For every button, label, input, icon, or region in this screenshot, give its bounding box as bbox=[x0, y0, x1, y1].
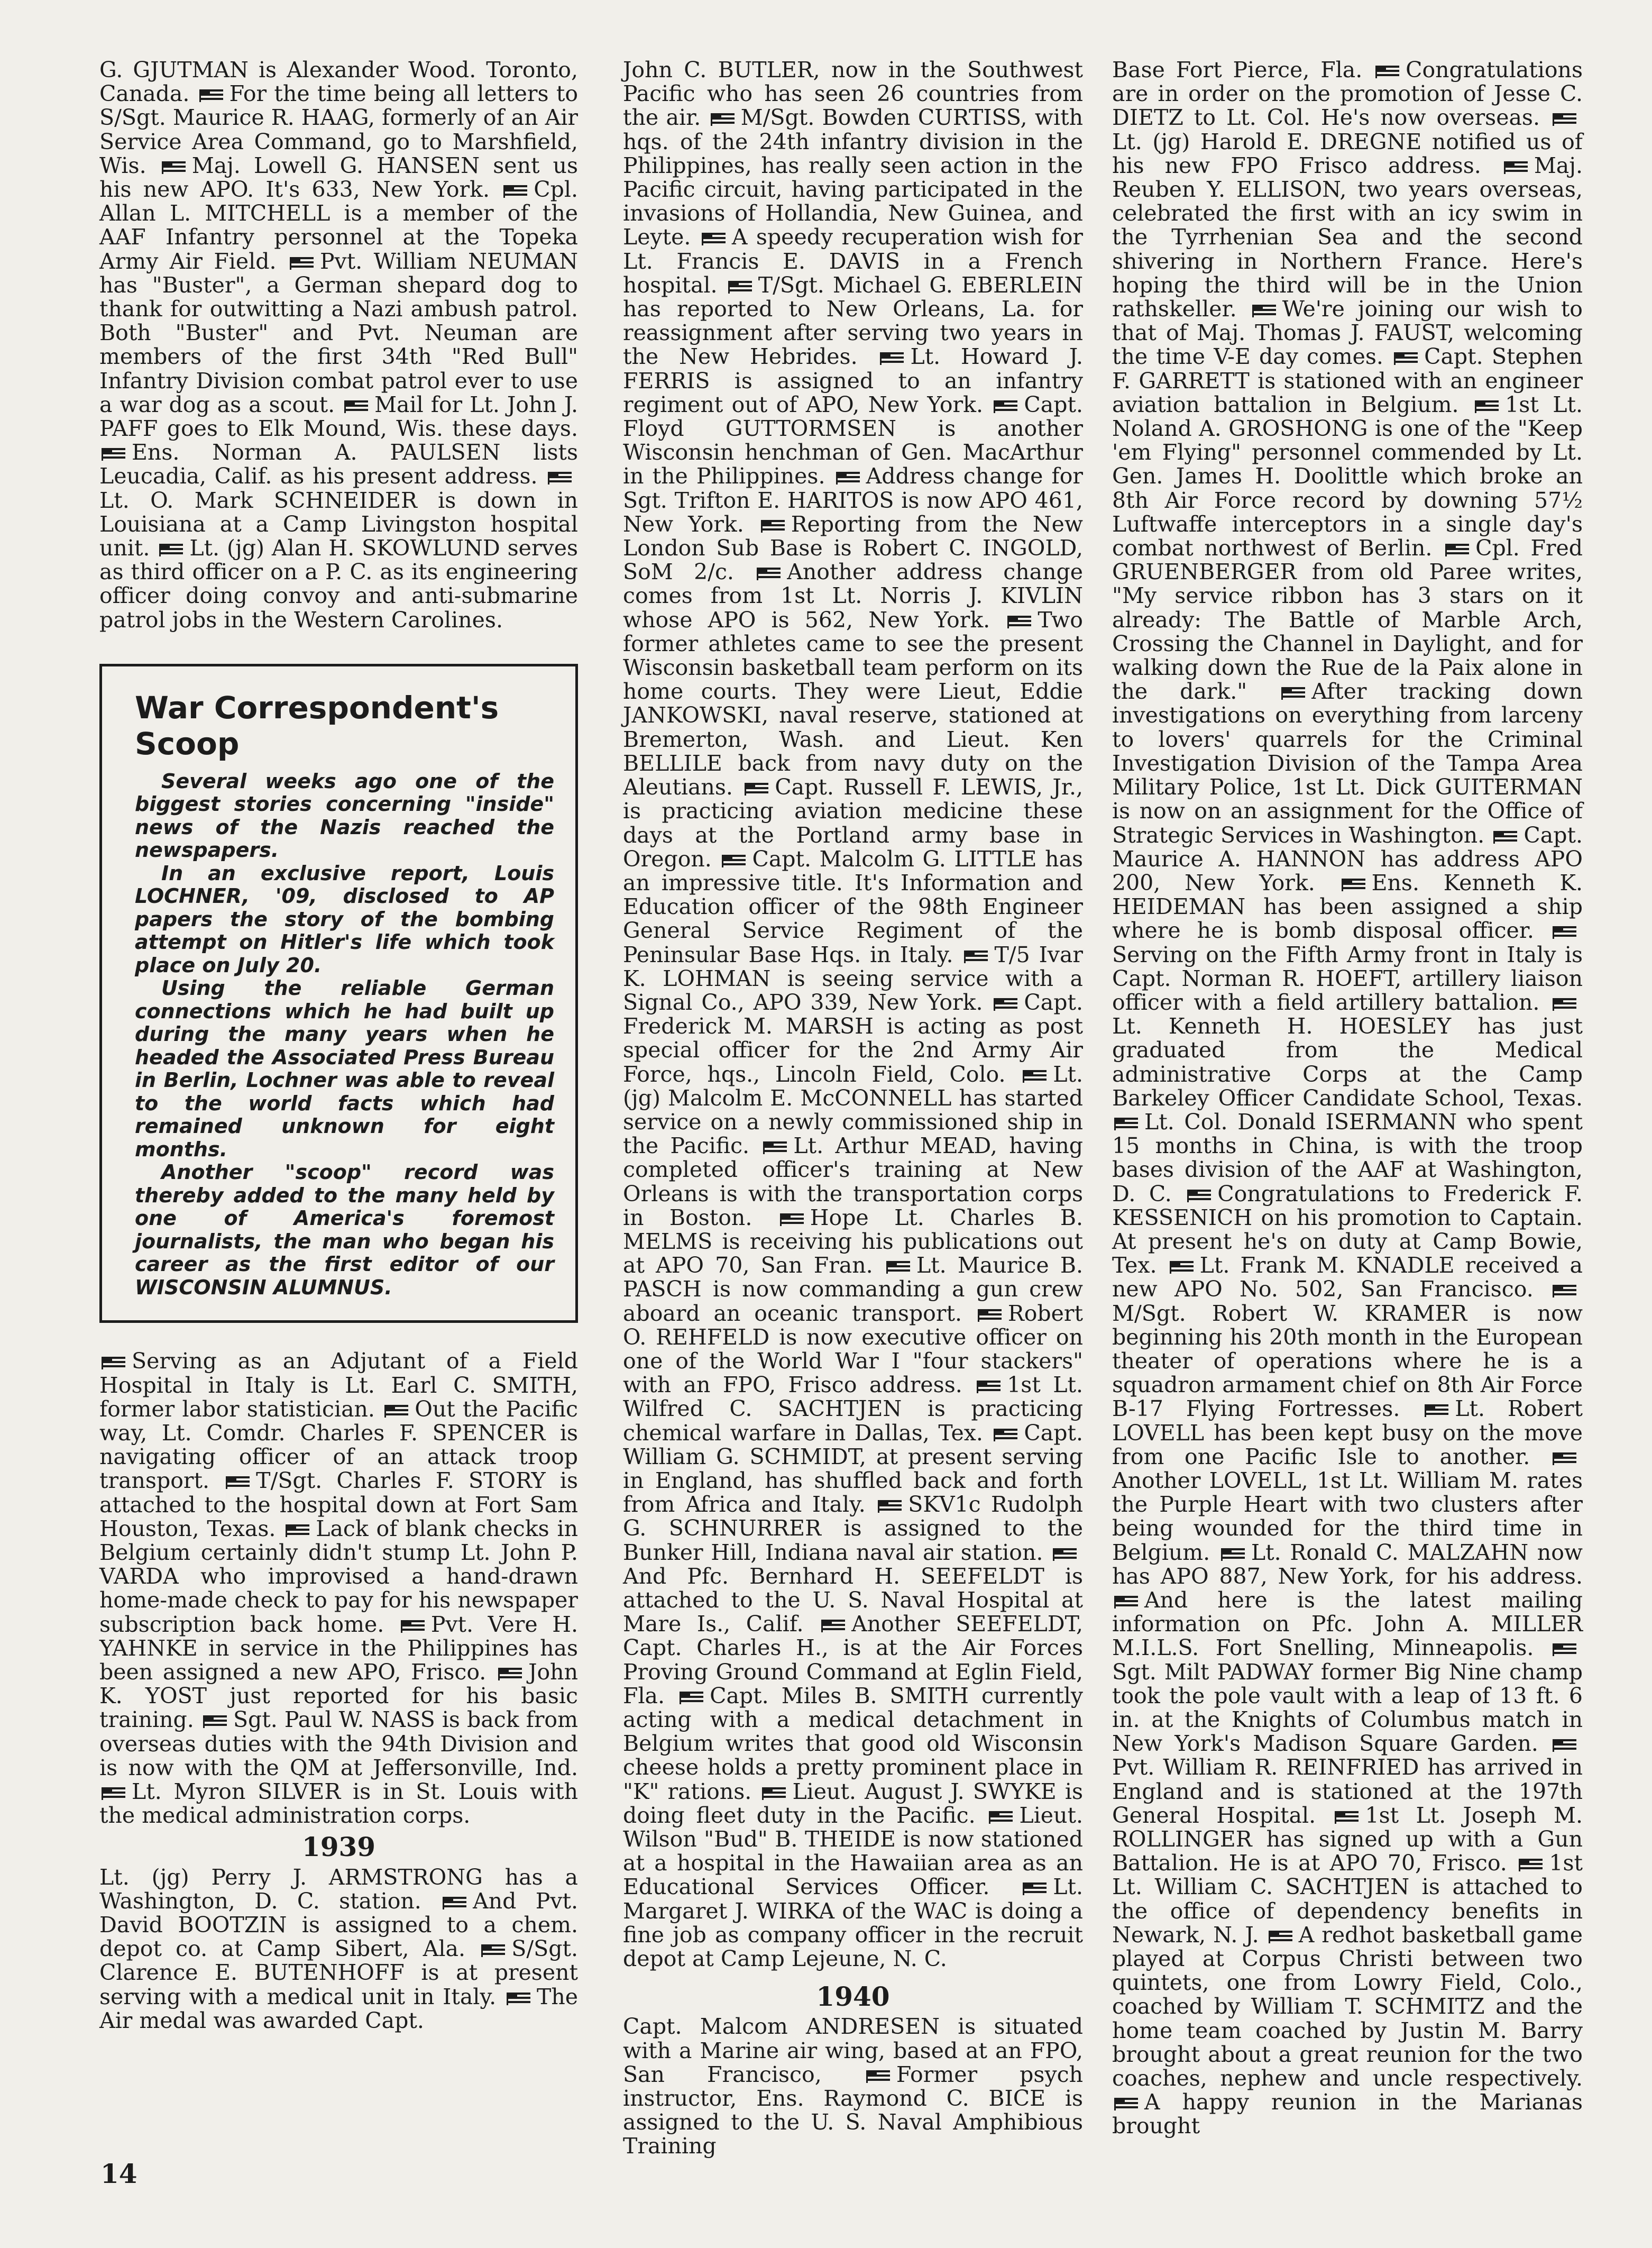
flag-icon bbox=[994, 998, 1017, 1011]
flag-icon bbox=[722, 855, 746, 867]
flag-icon bbox=[203, 1715, 227, 1728]
flag-icon bbox=[978, 1309, 1002, 1322]
flag-icon bbox=[1553, 1452, 1576, 1465]
flag-icon bbox=[763, 1141, 787, 1154]
flag-icon bbox=[290, 257, 314, 270]
box-paragraph: Using the reliable German connections which he had built up during the many years when he headed the Associated Press Bureau in Berlin, Lochner was able to reveal to the world facts which had remained unknown for eight months. bbox=[135, 976, 554, 1161]
box-paragraph: Another "scoop" record was thereby added to the many held by one of America's foremost journalists, the man who began his career as the first editor of our WISCONSIN ALUMNUS. bbox=[135, 1160, 554, 1299]
flag-icon bbox=[481, 1944, 505, 1957]
flag-icon bbox=[702, 233, 726, 245]
column-1-bottom-text: Serving as an Adjutant of a Field Hospital in Italy is Lt. Earl C. SMITH, former labor statistician. Out the Pacific way, Lt. Comdr. Charles F. SPENCER is navigating officer of an attack troop transport. T/Sgt. Charles F. STORY is attached to the hospital down at Fort Sam Houston, Texas. Lack of blank checks in Belgium certainly didn't stump Lt. John P. VARDA who improvised a hand-drawn home-made check to pay for his newspaper subscription back home. Pvt. Vere H. YAHNKE in service in the Philippines has been assigned a new APO, Frisco. John K. YOST just reported for his basic training. Sgt. Paul W. NASS is back from overseas duties with the 94th Division and is now with the QM at Jeffersonville, Ind. Lt. Myron SILVER is in St. Louis with the medical administration corps. bbox=[99, 1348, 578, 1829]
box-paragraph: In an exclusive report, Louis LOCHNER, '09, disclosed to AP papers the story of the bombing attempt on Hitler's life which took place on July 20. bbox=[135, 861, 554, 977]
box-paragraph: Several weeks ago one of the biggest stories concerning "inside" news of the Nazis reached the newspapers. bbox=[135, 769, 554, 862]
text-1940: Capt. Malcom ANDRESEN is situated with a Marine air wing, based at an FPO, San Francisco, Former psych instructor, Ens. Raymond C. BICE is assigned to the U. S. Naval Amphibious Training bbox=[623, 2014, 1083, 2159]
flag-icon bbox=[162, 161, 186, 174]
flag-icon bbox=[711, 113, 735, 126]
flag-icon bbox=[1114, 2098, 1138, 2110]
flag-icon bbox=[1553, 926, 1576, 939]
flag-icon bbox=[1375, 66, 1399, 78]
flag-icon bbox=[977, 1381, 1001, 1393]
flag-icon bbox=[102, 448, 125, 461]
flag-icon bbox=[1114, 1596, 1138, 1609]
flag-icon bbox=[880, 352, 904, 365]
flag-icon bbox=[836, 472, 860, 485]
flag-icon bbox=[762, 1787, 786, 1800]
sidebar-box bbox=[99, 664, 578, 1323]
flag-icon bbox=[680, 1692, 703, 1704]
flag-icon bbox=[821, 1620, 845, 1632]
year-heading-1939: 1939 bbox=[301, 1831, 376, 1863]
flag-icon bbox=[507, 1993, 530, 2005]
flag-icon bbox=[1269, 1931, 1292, 1943]
year-heading-1940: 1940 bbox=[816, 1981, 890, 2013]
flag-icon bbox=[1553, 1285, 1576, 1297]
column-3-text: Base Fort Pierce, Fla. Congratulations are in order on the promotion of Jesse C. DIETZ to Lt. Col. He's now overseas. Lt. (jg) Harold E. DREGNE notified us of his new FPO Frisco address. Maj. Reuben Y. ELLISON, two years overseas, celebrated the first with an icy swim in the Tyrrhenian Sea and the second shivering in Northern France. Here's hoping the third will be in the Union rathskeller. We're joining our wish to that of Maj. Thomas J. FAUST, welcoming the time V-E day comes. Capt. Stephen F. GARRETT is stationed with an engineer aviation battalion in Belgium. 1st Lt. Noland A. GROSHONG is one of the "Keep 'em Flying" personnel commended by Lt. Gen. James H. Doolittle which broke an 8th Air Force record by downing 57½ Luftwaffe interceptors in a single day's combat northwest of Berlin. Cpl. Fred GRUENBERGER from old Paree writes, "My service ribbon has 3 stars on it already: The Battle of Marble Arch, Crossing the Channel in Daylight, and for walking down the Rue de la Paix alone in the dark." After tracking down investigations on everything from larceny to lovers' quarrels for the Criminal Investigation Division of the Tampa Area Military Police, 1st Lt. Dick GUITERMAN is now on an assignment for the Office of Strategic Services in Washington. Capt. Maurice A. HANNON has address APO 200, New York. Ens. Kenneth K. HEIDEMAN has been assigned a ship where he is bomb disposal officer. Serving on the Fifth Army front in Italy is Capt. Norman R. HOEFT, artillery liaison officer with a field artillery battalion. Lt. Kenneth H. HOESLEY has just graduated from the Medical administrative Corps at the Camp Barkeley Officer Candidate School, Texas. Lt. Col. Donald ISERMANN who spent 15 months in China, is with the troop bases division of the AAF at Washington, D. C. Congratulations to Frederick F. KESSENICH on his promotion to Captain. At present he's on duty at Camp Bowie, Tex. Lt. Frank M. KNADLE received a new APO No. 502, San Francisco. M/Sgt. Robert W. KRAMER is now beginning his 20th month in the European theater of operations where he is a squadron armament chief on 8th Air Force B-17 Flying Fortresses. Lt. Robert LOVELL has been kept busy on the move from one Pacific Isle to another. Another LOVELL, 1st Lt. William M. rates the Purple Heart with two clusters after being wounded for the third time in Belgium. Lt. Ronald C. MALZAHN now has APO 887, New York, for his address. And here is the latest mailing information on Pfc. John A. MILLER M.I.L.S. Fort Snelling, Minneapolis. Sgt. Milt PADWAY former Big Nine champ took the pole vault with a leap of 13 ft. 6 in. at the Knights of Columbus match in New York's Madison Square Garden. Pvt. William R. REINFRIED has arrived in England and is stationed at the 197th General Hospital. 1st Lt. Joseph M. ROLLINGER has signed up with a Gun Battalion. He is at APO 70, Frisco. 1st Lt. William C. SACHTJEN is attached to the office of dependency benefits in Newark, N. J. A redhot basketball game played at Corpus Christi between two quintets, one from Lowry Field, Colo., coached by William T. SCHMITZ and the home team coached by Justin M. Barry brought about a great reunion for the two coaches, nephew and uncle respectively. A happy reunion in the Marianas brought bbox=[1112, 57, 1583, 2139]
flag-icon bbox=[102, 1787, 125, 1800]
flag-icon bbox=[780, 1213, 804, 1226]
flag-icon bbox=[498, 1668, 522, 1680]
flag-icon bbox=[1114, 1118, 1138, 1130]
flag-icon bbox=[1394, 352, 1418, 365]
flag-icon bbox=[286, 1524, 309, 1537]
flag-icon bbox=[1187, 1190, 1211, 1202]
flag-icon bbox=[994, 400, 1017, 413]
flag-icon bbox=[102, 1357, 125, 1369]
flag-icon bbox=[866, 2070, 890, 2083]
flag-icon bbox=[886, 1261, 910, 1274]
flag-icon bbox=[994, 1429, 1017, 1441]
flag-icon bbox=[1335, 1811, 1359, 1824]
flag-icon bbox=[1425, 1404, 1448, 1417]
flag-icon bbox=[503, 185, 527, 198]
flag-icon bbox=[1342, 879, 1365, 891]
flag-icon bbox=[1053, 1548, 1077, 1561]
flag-icon bbox=[1504, 161, 1528, 174]
flag-icon bbox=[1493, 831, 1517, 844]
column-2 bbox=[623, 58, 1083, 2159]
flag-icon bbox=[159, 544, 183, 556]
flag-icon bbox=[989, 1811, 1013, 1824]
flag-icon bbox=[1023, 1883, 1047, 1895]
flag-icon bbox=[1445, 544, 1469, 556]
flag-icon bbox=[1553, 998, 1576, 1011]
flag-icon bbox=[1553, 1643, 1576, 1656]
column-1-top-text: G. GJUTMAN is Alexander Wood. Toronto, Canada. For the time being all letters to S/Sgt. Maurice R. HAAG, formerly of an Air Service Area Command, go to Marshfield, Wis. Maj. Lowell G. HANSEN sent us his new APO. It's 633, New York. Cpl. Allan L. MITCHELL is a member of the AAF Infantry personnel at the Topeka Army Air Field. Pvt. William NEUMAN has "Buster", a German shepard dog to thank for outwitting a Nazi ambush patrol. Both "Buster" and Pvt. Neuman are members of the first 34th "Red Bull" Infantry Division combat patrol ever to use a war dog as a scout. Mail for Lt. John J. PAFF goes to Elk Mound, Wis. these days. Ens. Norman A. PAULSEN lists Leucadia, Calif. as his present address. Lt. O. Mark SCHNEIDER is down in Louisiana at a Camp Livingston hospital unit. Lt. (jg) Alan H. SKOWLUND serves as third officer on a P. C. as its engineering officer doing convoy and anti-submarine patrol jobs in the Western Carolines. bbox=[99, 57, 579, 633]
flag-icon bbox=[1252, 305, 1276, 317]
column-2-text: John C. BUTLER, now in the Southwest Pacific who has seen 26 countries from the air. M/Sgt. Bowden CURTISS, with hqs. of the 24th infantry division in the Philippines, has really seen action in the Pacific circuit, having participated in the invasions of Hollandia, New Guinea, and Leyte. A speedy recuperation wish for Lt. Francis E. DAVIS in a French hospital. T/Sgt. Michael G. EBERLEIN has reported to New Orleans, La. for reassignment after serving two years in the New Hebrides. Lt. Howard J. FERRIS is assigned to an infantry regiment out of APO, New York. Capt. Floyd GUTTORMSEN is another Wisconsin henchman of Gen. MacArthur in the Philippines. Address change for Sgt. Trifton E. HARITOS is now APO 461, New York. Reporting from the New London Sub Base is Robert C. INGOLD, SoM 2/c. Another address change comes from 1st Lt. Norris J. KIVLIN whose APO is 562, New York. Two former athletes came to see the present Wisconsin basketball team perform on its home courts. They were Lieut, Eddie JANKOWSKI, naval reserve, stationed at Bremerton, Wash. and Lieut. Ken BELLILE back from navy duty on the Aleutians. Capt. Russell F. LEWIS, Jr., is practicing aviation medicine these days at the Portland army base in Oregon. Capt. Malcolm G. LITTLE has an impressive title. It's Information and Education officer of the 98th Engineer General Service Regiment of the Peninsular Base Hqs. in Italy. T/5 Ivar K. LOHMAN is seeing service with a Signal Co., APO 339, New York. Capt. Frederick M. MARSH is acting as post special officer for the 2nd Army Air Force, hqs., Lincoln Field, Colo. Lt. (jg) Malcolm E. McCONNELL has started service on a newly commissioned ship in the Pacific. Lt. Arthur MEAD, having completed officer's training at New Orleans is with the transportation corps in Boston. Hope Lt. Charles B. MELMS is receiving his publications out at APO 70, San Fran. Lt. Maurice B. PASCH is now commanding a gun crew aboard an oceanic transport. Robert O. REHFELD is now executive officer on one of the World War I "four stackers" with an FPO, Frisco address. 1st Lt. Wilfred C. SACHTJEN is practicing chemical warfare in Dallas, Tex. Capt. William G. SCHMIDT, at present serving in England, has shuffled back and forth from Africa and Italy. SKV1c Rudolph G. SCHNURRER is assigned to the Bunker Hill, Indiana naval air station. And Pfc. Bernhard H. SEEFELDT is attached to the U. S. Naval Hospital at Mare Is., Calif. Another SEEFELDT, Capt. Charles H., is at the Air Forces Proving Ground Command at Eglin Field, Fla. Capt. Miles B. SMITH currently acting with a medical detachment in Belgium writes that good old Wisconsin cheese holds a pretty prominent place in "K" rations. Lieut. August J. SWYKE is doing fleet duty in the Pacific. Lieut. Wilson "Bud" B. THEIDE is now stationed at a hospital in the Hawaiian area as an Educational Services Officer. Lt. Margaret J. WIRKA of the WAC is doing a fine job as company officer in the recruit depot at Camp Lejeune, N. C. bbox=[623, 57, 1084, 1972]
column-1 bbox=[99, 58, 578, 2033]
flag-icon bbox=[226, 1476, 250, 1489]
text-1939: Lt. (jg) Perry J. ARMSTRONG has a Washington, D. C. station. And Pvt. David BOOTZIN is assigned to a chem. depot co. at Camp Sibert, Ala. S/Sgt. Clarence E. BUTENHOFF is at present serving with a medical unit in Italy. The Air medal was awarded Capt. bbox=[99, 1864, 578, 2033]
column-3 bbox=[1112, 58, 1583, 2139]
flag-icon bbox=[878, 1500, 902, 1513]
flag-icon bbox=[964, 951, 988, 963]
flag-icon bbox=[1221, 1548, 1245, 1561]
box-title: War Correspondent's Scoop bbox=[135, 689, 499, 762]
flag-icon bbox=[344, 400, 368, 413]
flag-icon bbox=[384, 1405, 408, 1418]
flag-icon bbox=[745, 783, 768, 796]
flag-icon bbox=[1553, 113, 1576, 126]
flag-icon bbox=[1553, 1739, 1576, 1752]
flag-icon bbox=[443, 1897, 466, 1909]
flag-icon bbox=[1023, 1070, 1047, 1083]
flag-icon bbox=[199, 89, 223, 102]
flag-icon bbox=[401, 1620, 425, 1633]
flag-icon bbox=[1007, 616, 1031, 628]
flag-icon bbox=[757, 568, 781, 580]
flag-icon bbox=[1281, 687, 1305, 700]
page-number: 14 bbox=[100, 2158, 137, 2189]
flag-icon bbox=[728, 281, 752, 294]
flag-icon bbox=[1519, 1859, 1543, 1871]
flag-icon bbox=[1170, 1261, 1194, 1274]
flag-icon bbox=[1475, 400, 1499, 413]
flag-icon bbox=[548, 472, 572, 485]
box-body bbox=[135, 770, 554, 1300]
flag-icon bbox=[761, 520, 785, 533]
